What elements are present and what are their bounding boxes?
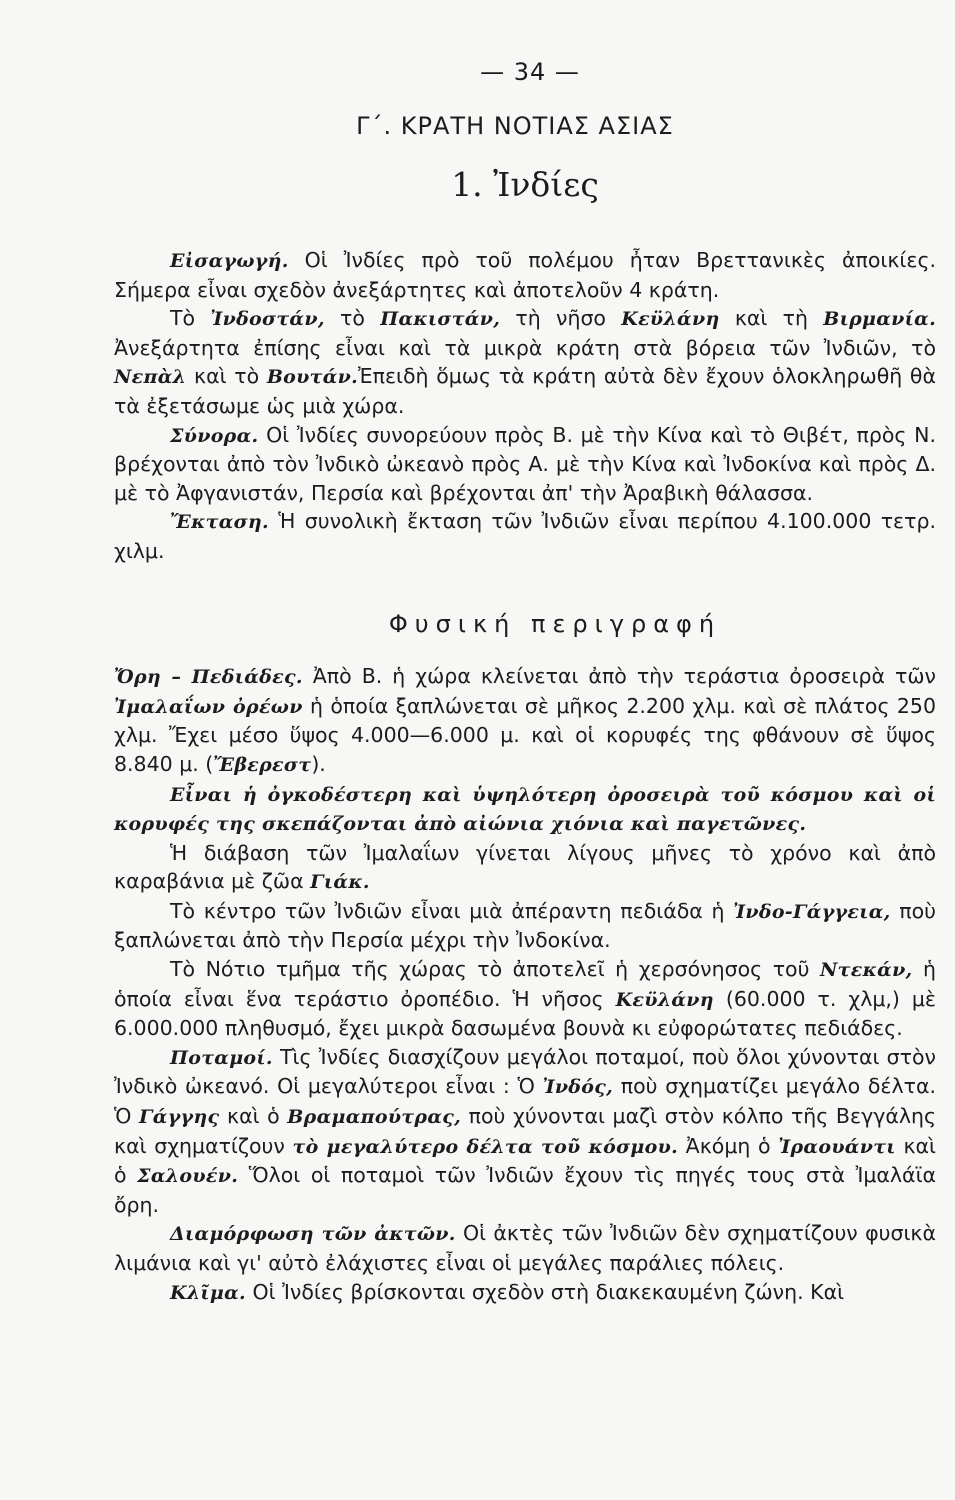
paragraph-south: Τὸ Νότιο τμῆμα τῆς χώρας τὸ ἀποτελεῖ ἡ χερσόνησος τοῦ Ντεκάν, ἡ ὁποία εἶναι ἕνα τεράστιο ὀροπέδιο. Ἡ νῆσος Κεϋλάνη (60.000 τ. χλμ,) μὲ 6.000.000 πληθυσμό, ἔχει μικρὰ δασωμένα βουνὰ κι εὐφορώτατες πεδιάδες. <box>114 957 936 1041</box>
heading-borders: Σύνορα. <box>170 424 259 447</box>
page-number: — 34 — <box>480 58 580 86</box>
paragraph-rivers: Ποταμοί. Τὶς Ἰνδίες διασχίζουν μεγάλοι ποταμοί, ποὺ ὅλοι χύνονται στὸν Ἰνδικὸ ὠκεανό. Οἱ μεγαλύτεροι εἶναι : Ὁ Ἰνδός, ποὺ σχηματίζει μεγάλο δέλτα. Ὁ Γάγγης καὶ ὁ Βραμαπούτρας, ποὺ χύνονται μαζὶ στὸν κόλπο τῆς Βεγγάλης καὶ σχηματίζουν τὸ μεγαλύτερο δέλτα τοῦ κόσμου. Ἀκόμη ὁ Ἰραουάντι καὶ ὁ Σαλουέν. Ὅλοι οἱ ποταμοὶ τῶν Ἰνδιῶν ἔχουν τὶς πηγές τους στὰ Ἰμαλάϊα ὄρη. <box>114 1044 937 1217</box>
paragraph-mountains: Ὄρη – Πεδιάδες. Ἀπὸ Β. ἡ χώρα κλείνεται ἀπὸ τὴν τεράστια ὀροσειρὰ τῶν Ἰμαλαΐων ὀρέων ἡ ὁποία ξαπλώνεται σὲ μῆκος 2.200 χλμ. καὶ σὲ πλάτος 250 χλμ. Ἔχει μέσο ὕψος 4.000—6.000 μ. καὶ οἱ κορυφές της φθάνουν σὲ ὕψος 8.840 μ. (Ἔβερεστ). <box>114 664 937 776</box>
chapter-title: Γ΄. ΚΡΑΤΗ ΝΟΤΙΑΣ ΑΣΙΑΣ <box>356 112 674 140</box>
heading-area: Ἔκταση. <box>170 511 269 534</box>
body-text <box>114 246 936 1307</box>
paragraph-climate: Κλῖμα. Οἱ Ἰνδίες βρίσκονται σχεδὸν στὴ διακεκαυμένη ζώνη. Καὶ <box>170 1279 845 1304</box>
paragraph-himalaya-crossing: Ἡ διάβαση τῶν Ἰμαλαΐων γίνεται λίγους μῆνες τὸ χρόνο καὶ ἀπὸ καραβάνια μὲ ζῶα Γιάκ. <box>114 840 936 894</box>
heading-mountains: Ὄρη – Πεδιάδες. <box>114 666 303 689</box>
paragraph-area: Ἔκταση. Ἡ συνολικὴ ἔκταση τῶν Ἰνδιῶν εἶναι περίπου 4.100.000 τετρ. χιλμ. <box>114 509 936 563</box>
paragraph-borders: Σύνορα. Οἱ Ἰνδίες συνορεύουν πρὸς Β. μὲ τὴν Κίνα καὶ τὸ Θιβέτ, πρὸς Ν. βρέχονται ἀπὸ τὸν Ἰνδικὸ ὠκεανὸ πρὸς Α. μὲ τὴν Κίνα καὶ Ἰνδοκίνα καὶ πρὸς Δ. μὲ τὸ Ἀφγανιστάν, Περσία καὶ βρέχονται ἀπ' τὴν Ἀραβικὴ θάλασσα. <box>114 422 936 505</box>
heading-climate: Κλῖμα. <box>170 1281 246 1304</box>
heading-coasts: Διαμόρφωση τῶν ἀκτῶν. <box>170 1223 456 1246</box>
section-title: 1. Ἰνδίες <box>451 165 599 204</box>
paragraph-coasts: Διαμόρφωση τῶν ἀκτῶν. Οἱ ἀκτὲς τῶν Ἰνδιῶν δὲν σχηματίζουν φυσικὰ λιμάνια καὶ γι' αὐτὸ ἐλάχιστες εἶναι οἱ μεγάλες παράλιες πόλεις. <box>114 1221 936 1275</box>
subheading-physical-description: Φυσική περιγραφή <box>388 609 722 638</box>
paragraph-plain: Τὸ κέντρο τῶν Ἰνδιῶν εἶναι μιὰ ἀπέραντη πεδιάδα ἡ Ἰνδο-Γάγγεια, ποὺ ξαπλώνεται ἀπὸ τὴν Περσία μέχρι τὴν Ἰνδοκίνα. <box>114 898 937 953</box>
paragraph-introduction: Εἰσαγωγή. Οἱ Ἰνδίες πρὸ τοῦ πολέμου ἦταν Βρεττανικὲς ἀποικίες. Σήμερα εἶναι σχεδὸν ἀνεξάρτητες καὶ ἀποτελοῦν 4 κράτη. <box>114 248 936 302</box>
paragraph-states: Τὸ Ἰνδοστάν, τὸ Πακιστάν, τὴ νῆσο Κεϋλάνη καὶ τὴ Βιρμανία. Ἀνεξάρτητα ἐπίσης εἶναι καὶ τὰ μικρὰ κράτη στὰ βόρεια τῶν Ἰνδιῶν, τὸ Νεπὰλ καὶ τὸ Βουτάν.Ἐπειδὴ ὅμως τὰ κράτη αὐτὰ δὲν ἔχουν ὁλοκληρωθῆ θὰ τὰ ἐξετάσωμε ὡς μιὰ χώρα. <box>114 306 936 418</box>
heading-rivers: Ποταμοί. <box>170 1046 273 1069</box>
paragraph-himalaya-emphasis: Εἶναι ἡ ὀγκοδέστερη καὶ ὑψηλότερη ὀροσειρὰ τοῦ κόσμου καὶ οἱ κορυφές της σκεπάζονται ἀπὸ αἰώνια χιόνια καὶ παγετῶνες. <box>114 783 936 836</box>
heading-introduction: Εἰσαγωγή. <box>170 250 289 272</box>
